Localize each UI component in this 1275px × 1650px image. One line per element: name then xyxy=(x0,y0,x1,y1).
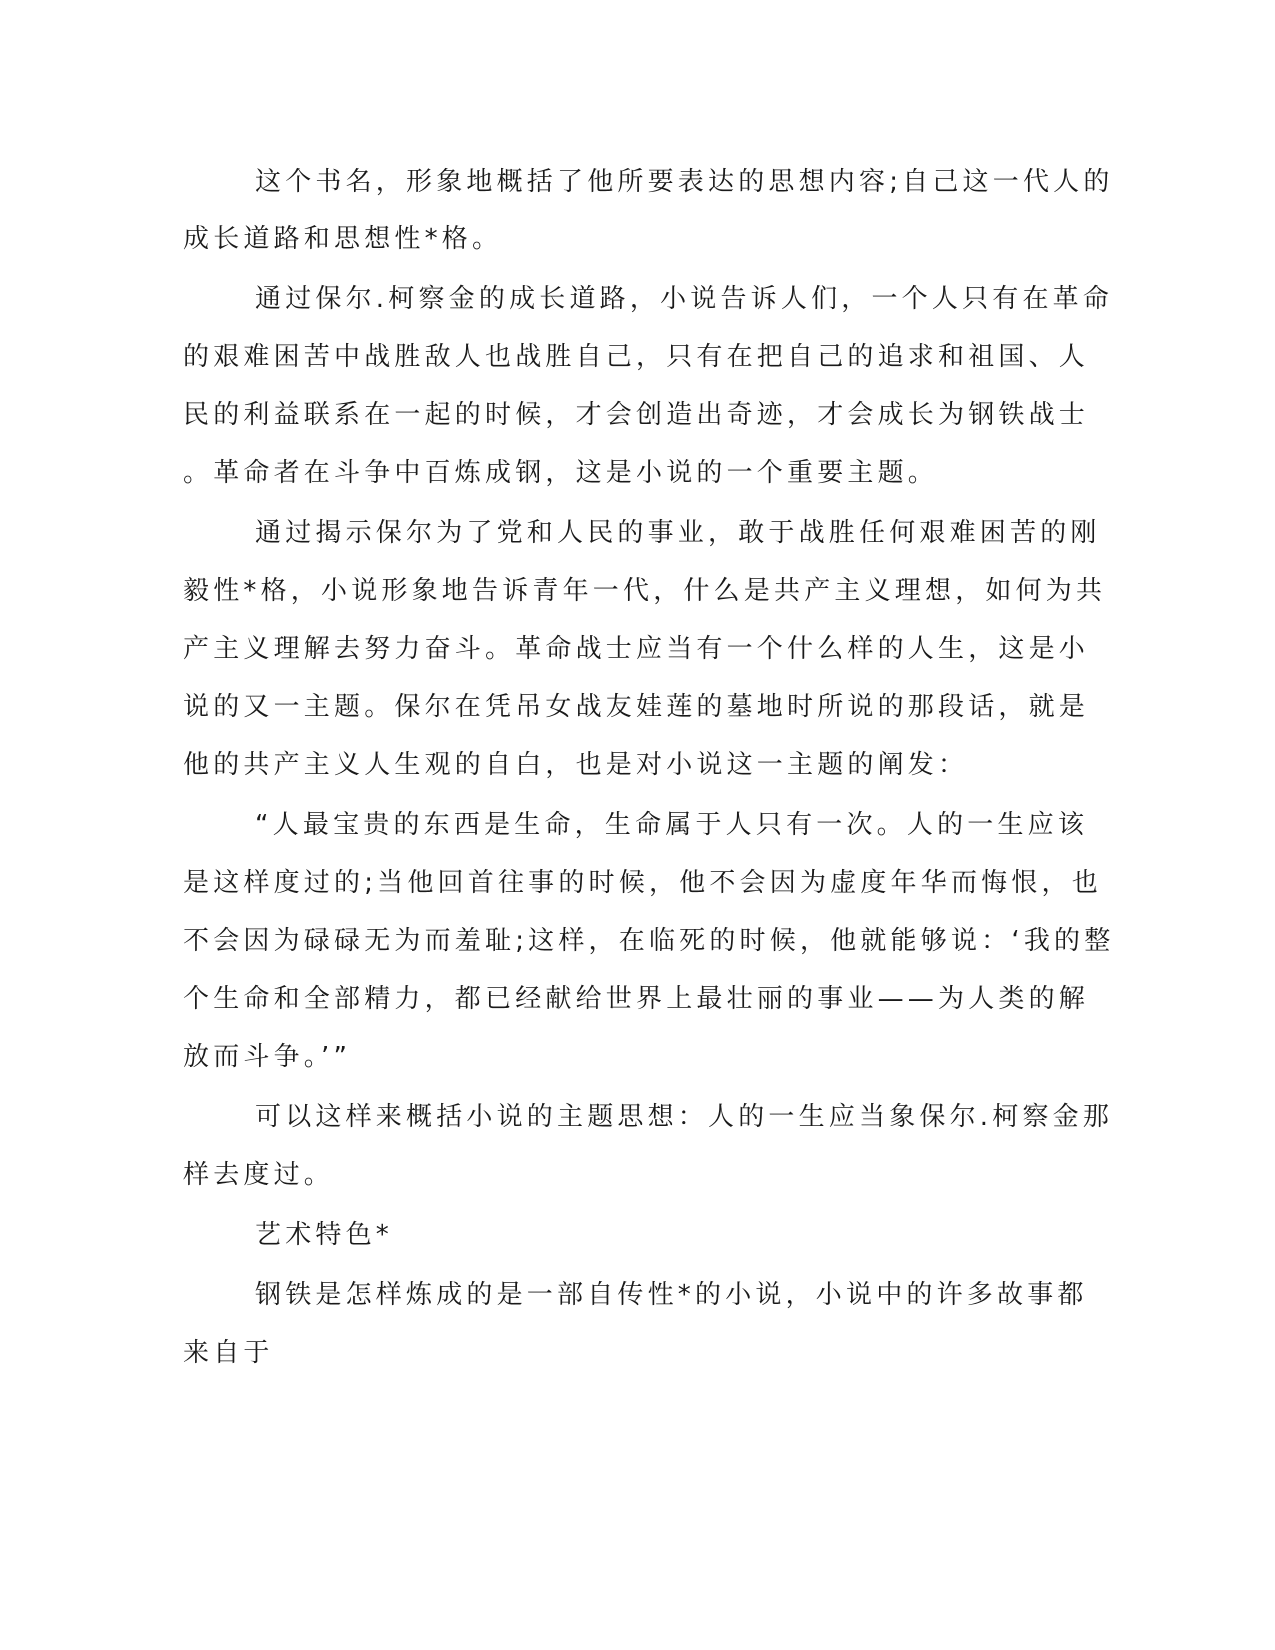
text-line: 毅性*格，小说形象地告诉青年一代，什么是共产主义理想，如何为共 xyxy=(183,576,1107,606)
section-heading: 艺术特色* xyxy=(255,1220,394,1250)
text-line: 是这样度过的;当他回首往事的时候，他不会因为虚度年华而悔恨，也 xyxy=(183,868,1102,898)
text-line: 来自于 xyxy=(183,1338,274,1368)
text-line: 的艰难困苦中战胜敌人也战胜自己，只有在把自己的追求和祖国、人 xyxy=(183,342,1090,372)
text-line: 他的共产主义人生观的自白，也是对小说这一主题的阐发： xyxy=(183,750,969,780)
text-line: 钢铁是怎样炼成的是一部自传性*的小说，小说中的许多故事都 xyxy=(255,1280,1088,1310)
text-line: “人最宝贵的东西是生命，生命属于人只有一次。人的一生应该 xyxy=(255,810,1089,840)
text-line: 通过保尔.柯察金的成长道路，小说告诉人们，一个人只有在革命 xyxy=(255,284,1114,314)
text-line: 样去度过。 xyxy=(183,1160,335,1190)
text-line: 个生命和全部精力，都已经献给世界上最壮丽的事业——为人类的解 xyxy=(183,984,1090,1014)
text-line: 产主义理解去努力奋斗。革命战士应当有一个什么样的人生，这是小 xyxy=(183,634,1090,664)
text-line: 可以这样来概括小说的主题思想：人的一生应当象保尔.柯察金那 xyxy=(255,1102,1114,1132)
text-line: 放而斗争。’” xyxy=(183,1042,352,1072)
text-line: 。革命者在斗争中百炼成钢，这是小说的一个重要主题。 xyxy=(183,458,939,488)
text-line: 说的又一主题。保尔在凭吊女战友娃莲的墓地时所说的那段话，就是 xyxy=(183,692,1090,722)
text-line: 民的利益联系在一起的时候，才会创造出奇迹，才会成长为钢铁战士 xyxy=(183,400,1090,430)
text-line: 不会因为碌碌无为而羞耻;这样，在临死的时候，他就能够说：‘我的整 xyxy=(183,926,1115,956)
text-line: 这个书名，形象地概括了他所要表达的思想内容;自己这一代人的 xyxy=(255,167,1114,197)
text-line: 成长道路和思想性*格。 xyxy=(183,224,503,254)
text-line: 通过揭示保尔为了党和人民的事业，敢于战胜任何艰难困苦的刚 xyxy=(255,518,1101,548)
